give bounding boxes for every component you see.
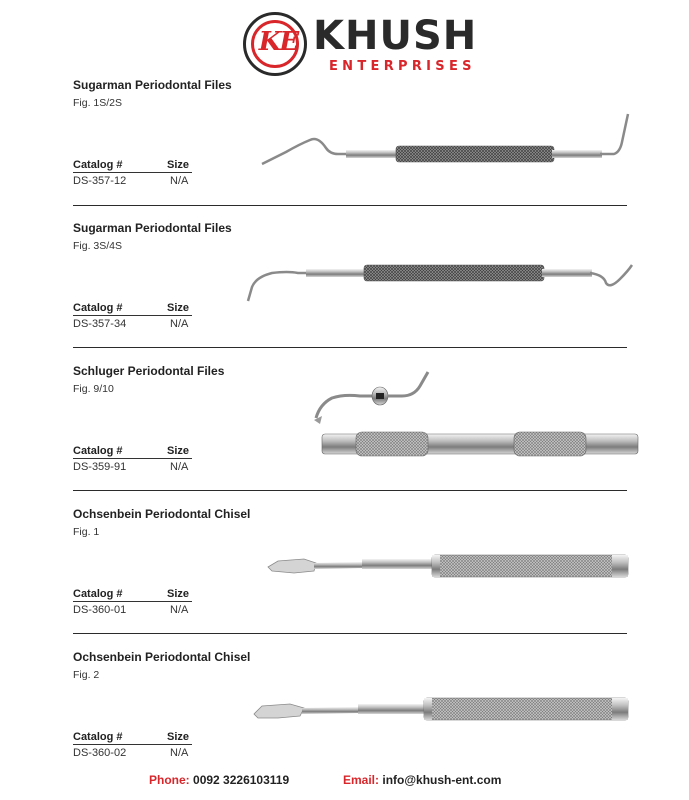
catalog-header: Catalog #	[73, 445, 123, 457]
catalog-rule	[73, 315, 192, 316]
email-address[interactable]: info@khush-ent.com	[382, 773, 502, 787]
catalog-number: DS-360-02	[73, 747, 127, 759]
instrument-image	[250, 692, 634, 726]
logo-badge-icon	[243, 12, 307, 76]
catalog-rule	[73, 172, 192, 173]
product-figure: Fig. 1S/2S	[73, 97, 123, 109]
phone-number[interactable]: 0092 3226103119	[193, 773, 290, 787]
size-value: N/A	[170, 175, 189, 187]
logo-subtitle: ENTERPRISES	[329, 59, 476, 74]
catalog-number: DS-360-01	[73, 604, 127, 616]
catalog-header: Catalog #	[73, 588, 123, 600]
catalog-number: DS-359-91	[73, 461, 127, 473]
catalog-rule	[73, 458, 192, 459]
product-title: Schluger Periodontal Files	[73, 364, 225, 378]
section-divider	[73, 205, 627, 206]
section-divider	[73, 347, 627, 348]
product-title: Ochsenbein Periodontal Chisel	[73, 650, 251, 664]
catalog-number: DS-357-34	[73, 318, 127, 330]
email-contact	[343, 773, 501, 787]
catalog-header: Catalog #	[73, 159, 123, 171]
size-value: N/A	[170, 318, 189, 330]
instrument-image	[258, 112, 638, 168]
size-value: N/A	[170, 747, 189, 759]
size-header: Size	[167, 445, 190, 457]
logo-name: KHUSH	[313, 13, 478, 59]
size-header: Size	[167, 159, 190, 171]
product-figure: Fig. 2	[73, 669, 100, 681]
size-header: Size	[167, 588, 190, 600]
catalog-header: Catalog #	[73, 731, 123, 743]
size-value: N/A	[170, 604, 189, 616]
email-label: Email:	[343, 773, 380, 787]
product-figure: Fig. 9/10	[73, 383, 114, 395]
logo-badge-text: KE	[258, 27, 298, 57]
section-divider	[73, 633, 627, 634]
section-divider	[73, 490, 627, 491]
catalog-rule	[73, 601, 192, 602]
size-header: Size	[167, 302, 190, 314]
instrument-image	[310, 368, 640, 464]
product-title: Ochsenbein Periodontal Chisel	[73, 507, 251, 521]
instrument-image	[242, 257, 637, 307]
product-figure: Fig. 1	[73, 526, 100, 538]
catalog-number: DS-357-12	[73, 175, 127, 187]
product-figure: Fig. 3S/4S	[73, 240, 123, 252]
instrument-image	[264, 549, 634, 583]
phone-contact	[149, 773, 289, 787]
company-logo	[243, 12, 478, 78]
product-title: Sugarman Periodontal Files	[73, 221, 232, 235]
catalog-rule	[73, 744, 192, 745]
catalog-header: Catalog #	[73, 302, 123, 314]
phone-label: Phone:	[149, 773, 190, 787]
size-value: N/A	[170, 461, 189, 473]
size-header: Size	[167, 731, 190, 743]
product-title: Sugarman Periodontal Files	[73, 78, 232, 92]
